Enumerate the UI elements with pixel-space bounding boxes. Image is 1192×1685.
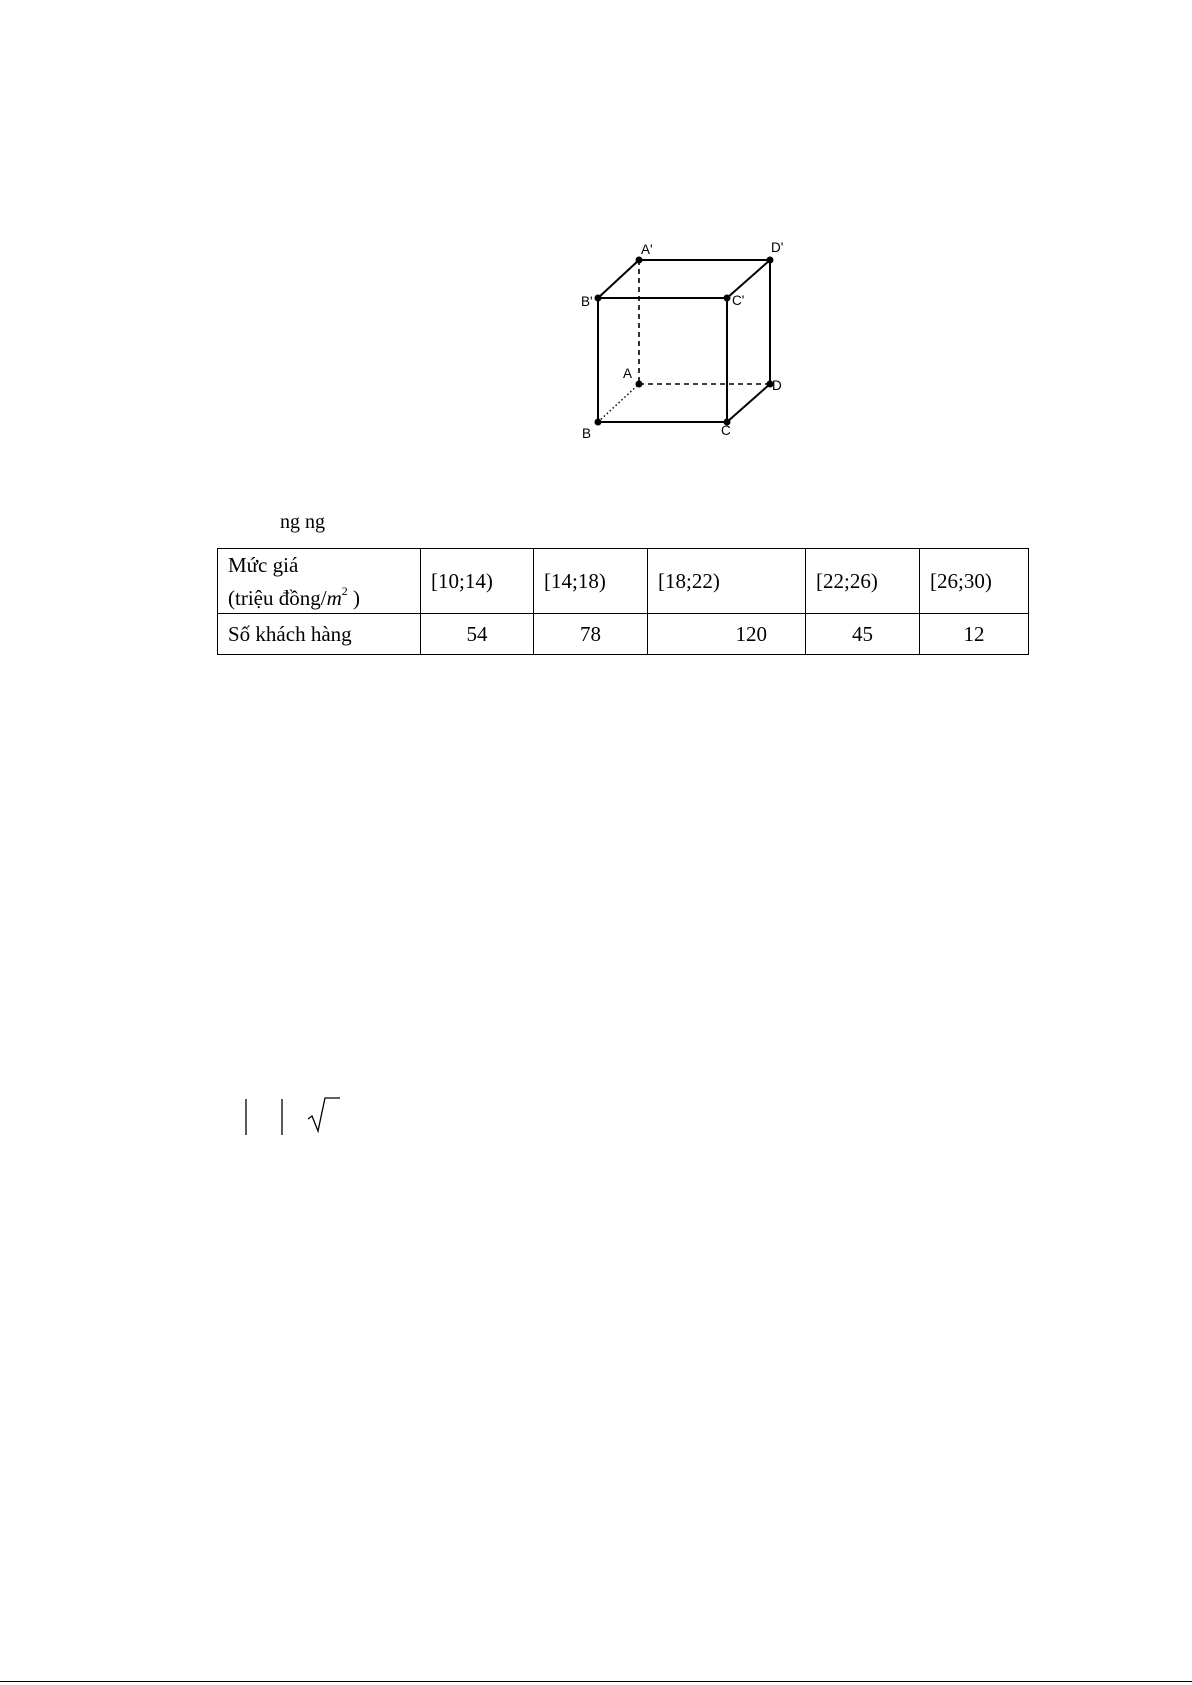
label-c: C xyxy=(721,423,731,438)
cube-diagram xyxy=(575,232,815,452)
page-bottom-rule xyxy=(0,1681,1192,1682)
vertex-d-prime xyxy=(767,257,774,264)
table-count-row xyxy=(218,614,1029,655)
count-cell: 45 xyxy=(806,614,920,655)
label-c-prime: C' xyxy=(732,293,745,308)
vertex-a-prime xyxy=(636,257,643,264)
interval-cell: [18;22) xyxy=(648,549,806,614)
label-a: A xyxy=(623,366,633,381)
table-header-row xyxy=(218,549,1029,614)
label-a-prime: A' xyxy=(641,242,653,257)
header-label-line1: Mức giá xyxy=(228,552,299,577)
vertex-b-prime xyxy=(595,295,602,302)
vertex-b xyxy=(595,419,602,426)
count-cell: 120 xyxy=(648,614,806,655)
interval-cell: [10;14) xyxy=(421,549,534,614)
count-cell: 78 xyxy=(534,614,648,655)
price-table xyxy=(217,548,1029,655)
header-label-line2: (triệu đồng/$m^2$ ) xyxy=(228,583,360,610)
formula-fragment xyxy=(244,1095,344,1139)
interval-cell: [14;18) xyxy=(534,549,648,614)
count-cell: 54 xyxy=(421,614,534,655)
interval-cell: [22;26) xyxy=(806,549,920,614)
label-b-prime: B' xyxy=(581,294,593,309)
cut-off-text-line: ng ng xyxy=(280,511,325,533)
cube-edge-top-left xyxy=(598,260,639,298)
cube-hidden-edge-diagonal xyxy=(598,384,639,422)
label-d: D xyxy=(772,378,782,393)
vertex-c-prime xyxy=(724,295,731,302)
label-d-prime: D' xyxy=(771,240,784,255)
interval-cell: [26;30) xyxy=(920,549,1029,614)
vertex-a xyxy=(636,381,643,388)
label-b: B xyxy=(582,426,592,441)
count-cell: 12 xyxy=(920,614,1029,655)
cube-edge-bottom-right xyxy=(727,384,770,422)
count-label-cell: Số khách hàng xyxy=(218,614,421,655)
header-label-cell xyxy=(218,549,421,614)
sqrt-sign-icon xyxy=(308,1098,340,1131)
